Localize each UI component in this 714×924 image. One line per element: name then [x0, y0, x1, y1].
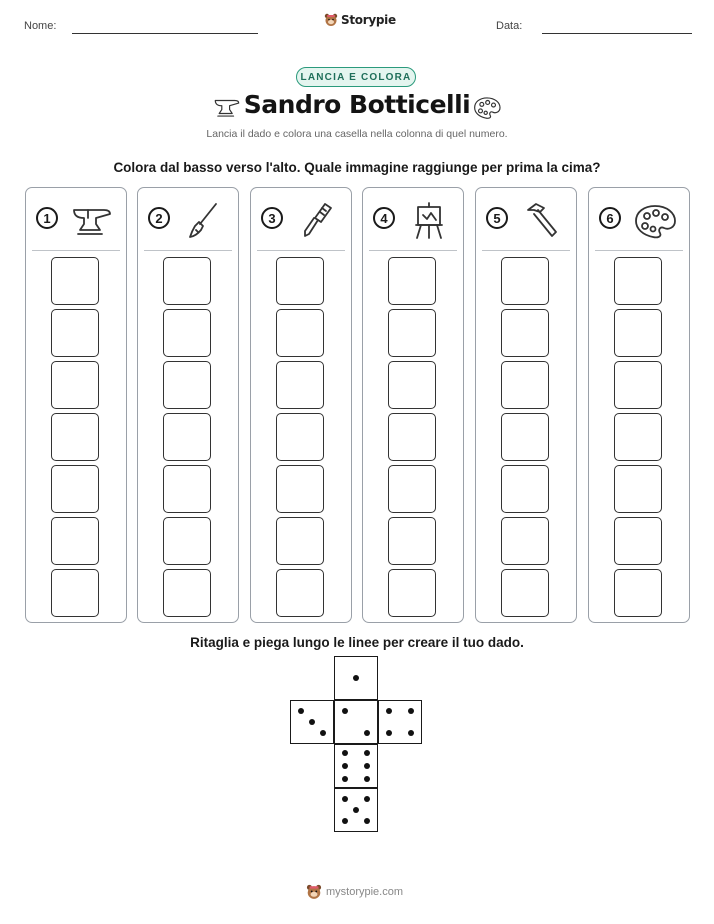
- color-cell[interactable]: [388, 413, 436, 461]
- color-cell[interactable]: [163, 569, 211, 617]
- die-pip: [298, 708, 304, 714]
- color-cell[interactable]: [163, 309, 211, 357]
- die-pip: [320, 730, 326, 736]
- die-pip: [364, 818, 370, 824]
- page-subtitle: Lancia il dado e colora una casella nella colonna di quel numero.: [206, 128, 508, 140]
- color-cell[interactable]: [163, 465, 211, 513]
- anvil-icon: [70, 200, 114, 240]
- column-number: 4: [373, 207, 395, 229]
- name-line[interactable]: [72, 33, 258, 34]
- color-cell[interactable]: [388, 361, 436, 409]
- die-pip: [353, 807, 359, 813]
- column-divider: [257, 250, 345, 251]
- die-pip: [342, 750, 348, 756]
- bear-logo-icon: [324, 13, 338, 27]
- column-3: [250, 187, 352, 623]
- color-cell[interactable]: [51, 569, 99, 617]
- color-cell[interactable]: [388, 517, 436, 565]
- color-cell[interactable]: [388, 465, 436, 513]
- hammer-icon: [520, 200, 564, 240]
- date-label: Data:: [496, 20, 523, 32]
- die-pip: [342, 708, 348, 714]
- color-cell[interactable]: [163, 517, 211, 565]
- column-number: 1: [36, 207, 58, 229]
- color-cell[interactable]: [51, 361, 99, 409]
- column-number: 6: [599, 207, 621, 229]
- column-6: [588, 187, 690, 623]
- die-pip: [386, 730, 392, 736]
- color-cell[interactable]: [501, 465, 549, 513]
- instruction-bottom: Ritaglia e piega lungo le linee per creare il tuo dado.: [190, 635, 524, 650]
- die-pip: [408, 708, 414, 714]
- color-cell[interactable]: [614, 257, 662, 305]
- color-cell[interactable]: [501, 413, 549, 461]
- color-cell[interactable]: [501, 257, 549, 305]
- easel-icon: [407, 200, 451, 240]
- footer-url[interactable]: mystorypie.com: [326, 886, 404, 898]
- color-cell[interactable]: [276, 569, 324, 617]
- footer: [306, 884, 403, 900]
- column-1: [25, 187, 127, 623]
- column-5: [475, 187, 577, 623]
- die-pip: [408, 730, 414, 736]
- activity-badge: LANCIA E COLORA: [296, 67, 416, 87]
- die-face-5: [334, 788, 378, 832]
- column-number: 3: [261, 207, 283, 229]
- color-cell[interactable]: [501, 309, 549, 357]
- column-number: 2: [148, 207, 170, 229]
- logo-text: Storypie: [341, 13, 396, 27]
- color-cell[interactable]: [276, 465, 324, 513]
- name-label: Nome:: [24, 20, 57, 32]
- color-cell[interactable]: [501, 569, 549, 617]
- die-pip: [364, 763, 370, 769]
- column-number: 5: [486, 207, 508, 229]
- die-pip: [342, 776, 348, 782]
- die-pip: [353, 675, 359, 681]
- instruction-top: Colora dal basso verso l'alto. Quale immagine raggiunge per prima la cima?: [113, 160, 601, 175]
- die-face-3: [290, 700, 334, 744]
- paintbrush-icon: [182, 200, 226, 240]
- die-face-6: [334, 744, 378, 788]
- die-pip: [364, 776, 370, 782]
- die-pip: [342, 818, 348, 824]
- color-cell[interactable]: [614, 413, 662, 461]
- color-cell[interactable]: [388, 257, 436, 305]
- color-cell[interactable]: [51, 517, 99, 565]
- color-cell[interactable]: [614, 361, 662, 409]
- color-cell[interactable]: [51, 413, 99, 461]
- palette-icon: [470, 94, 504, 120]
- column-divider: [369, 250, 457, 251]
- color-cell[interactable]: [614, 309, 662, 357]
- page-title: Sandro Botticelli: [243, 90, 471, 119]
- color-cell[interactable]: [501, 361, 549, 409]
- die-pip: [342, 763, 348, 769]
- color-cell[interactable]: [614, 569, 662, 617]
- die-face-4: [378, 700, 422, 744]
- die-pip: [364, 796, 370, 802]
- color-cell[interactable]: [276, 361, 324, 409]
- die-face-2: [334, 700, 378, 744]
- color-cell[interactable]: [163, 257, 211, 305]
- die-pip: [386, 708, 392, 714]
- column-4: [362, 187, 464, 623]
- color-cell[interactable]: [276, 257, 324, 305]
- color-cell[interactable]: [388, 309, 436, 357]
- column-divider: [144, 250, 232, 251]
- column-divider: [32, 250, 120, 251]
- storypie-logo: [324, 13, 396, 27]
- die-face-1: [334, 656, 378, 700]
- die-pip: [309, 719, 315, 725]
- column-divider: [595, 250, 683, 251]
- chisel-icon: [295, 200, 339, 240]
- die-net: [290, 656, 426, 836]
- color-cell[interactable]: [276, 413, 324, 461]
- color-cell[interactable]: [501, 517, 549, 565]
- date-line[interactable]: [542, 33, 692, 34]
- column-divider: [482, 250, 570, 251]
- column-2: [137, 187, 239, 623]
- bear-logo-icon: [306, 884, 322, 900]
- color-cell[interactable]: [163, 361, 211, 409]
- color-cell[interactable]: [163, 413, 211, 461]
- color-cell[interactable]: [276, 517, 324, 565]
- color-cell[interactable]: [614, 465, 662, 513]
- die-pip: [364, 730, 370, 736]
- color-cell[interactable]: [614, 517, 662, 565]
- color-cell[interactable]: [51, 257, 99, 305]
- die-pip: [364, 750, 370, 756]
- color-cell[interactable]: [51, 309, 99, 357]
- palette-icon: [633, 200, 677, 240]
- color-cell[interactable]: [276, 309, 324, 357]
- color-cell[interactable]: [51, 465, 99, 513]
- color-cell[interactable]: [388, 569, 436, 617]
- die-pip: [342, 796, 348, 802]
